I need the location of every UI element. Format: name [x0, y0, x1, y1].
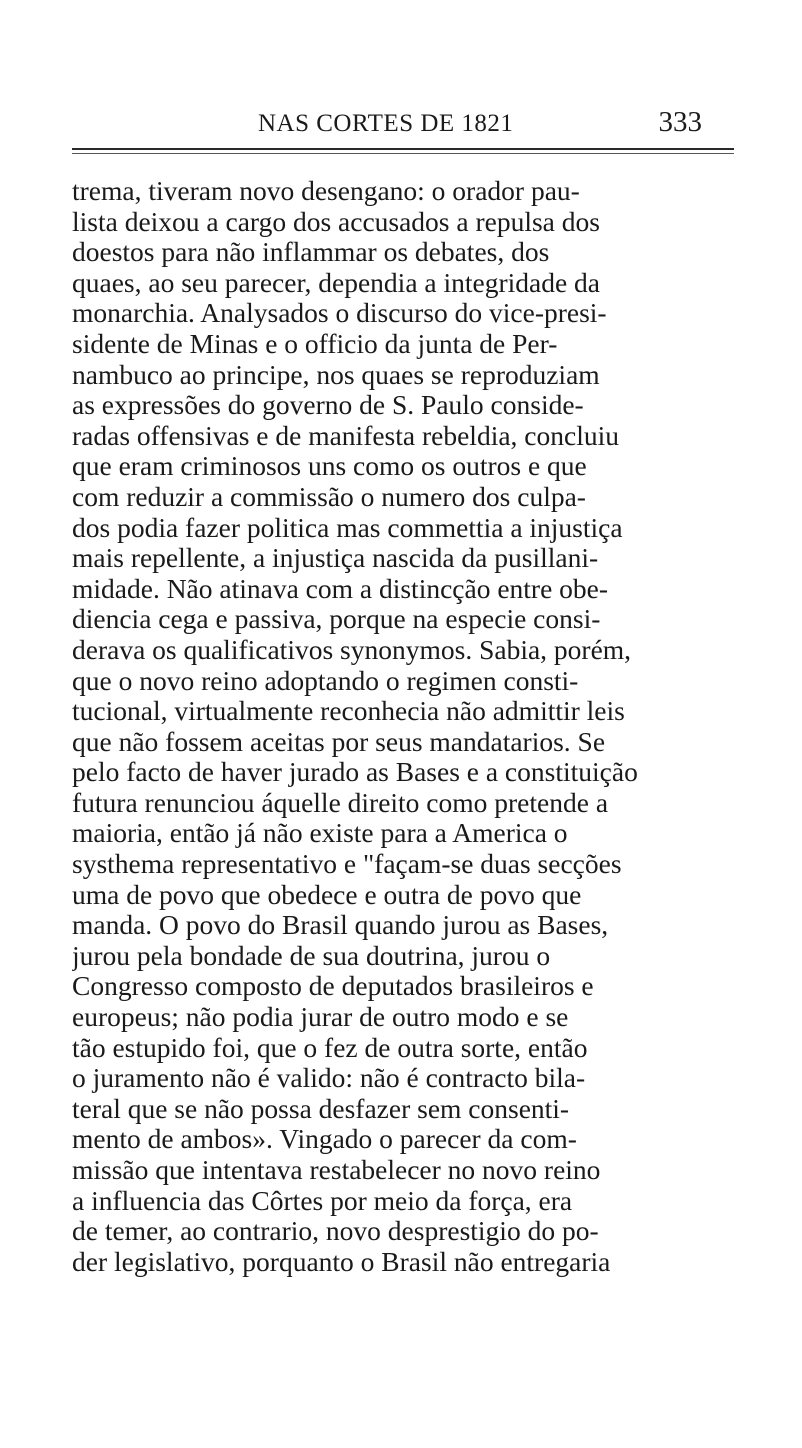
text-line: que o novo reino adoptando o regimen consti-	[72, 665, 579, 696]
text-line: der legislativo, porquanto o Brasil não entregaria	[72, 1246, 611, 1277]
text-line: radas offensivas e de manifesta rebeldia, concluiu	[72, 420, 619, 451]
text-line: maioria, então já não existe para a America o	[72, 818, 568, 849]
text-line: tucional, virtualmente reconhecia não admittir leis	[72, 696, 625, 727]
text-line: systhema representativo e "façam-se duas secções	[72, 849, 622, 880]
header-rule-thin	[72, 153, 734, 154]
text-line: de temer, ao contrario, novo desprestigio do po-	[72, 1216, 599, 1247]
text-line: futura renunciou áquelle direito como pretende a	[72, 787, 609, 818]
text-line: derava os qualificativos synonymos. Sabia, porém,	[72, 634, 632, 665]
text-line: nambuco ao principe, nos quaes se reproduziam	[72, 359, 600, 390]
text-line: tão estupido foi, que o fez de outra sorte, então	[72, 1032, 588, 1063]
text-line: o juramento não é valido: não é contracto bila-	[72, 1063, 586, 1094]
text-line: teral que se não possa desfazer sem consenti-	[72, 1093, 570, 1124]
text-line: mais repellente, a injustiça nascida da pusillani-	[72, 543, 599, 574]
text-line: jurou pela bondade de sua doutrina, jurou o	[72, 940, 551, 971]
text-line: sidente de Minas e o officio da junta de Per-	[72, 328, 558, 359]
running-title: NAS CORTES DE 1821	[258, 110, 514, 137]
text-line: europeus; não podia jurar de outro modo e se	[72, 1002, 569, 1033]
text-line: com reduzir a commissão o numero dos culpa-	[72, 481, 586, 512]
text-line: manda. O povo do Brasil quando jurou as Bases,	[72, 910, 609, 941]
text-line: a influencia das Côrtes por meio da força, era	[72, 1185, 573, 1216]
text-line: que eram criminosos uns como os outros e que	[72, 451, 587, 482]
page-header	[72, 104, 734, 144]
text-line: midade. Não atinava com a distincção entre obe-	[72, 573, 609, 604]
text-line: trema, tiveram novo desengano: o orador pau-	[72, 176, 580, 206]
text-line: que não fossem aceitas por seus mandatarios. Se	[72, 726, 606, 757]
text-line: uma de povo que obedece e outra de povo que	[72, 879, 582, 910]
page-number: 333	[658, 106, 702, 138]
text-line: missão que intentava restabelecer no novo reino	[72, 1155, 601, 1185]
text-line: diencia cega e passiva, porque na especie consi-	[72, 604, 601, 635]
body-text	[72, 176, 734, 1277]
text-line: mento de ambos». Vingado o parecer da com-	[72, 1124, 577, 1155]
header-rule	[72, 148, 734, 150]
text-line: as expressões do governo de S. Paulo conside-	[72, 390, 584, 421]
text-line: quaes, ao seu parecer, dependia a integridade da	[72, 267, 601, 298]
text-line: dos podia fazer politica mas commettia a injustiça	[72, 512, 623, 543]
text-line: doestos para não inflammar os debates, dos	[72, 237, 550, 268]
text-line: pelo facto de haver jurado as Bases e a constituição	[72, 757, 638, 788]
text-line: Congresso composto de deputados brasileiros e	[72, 971, 594, 1002]
text-line: lista deixou a cargo dos accusados a repulsa dos	[72, 206, 600, 237]
text-line: monarchia. Analysados o discurso do vice-presi-	[72, 298, 607, 329]
